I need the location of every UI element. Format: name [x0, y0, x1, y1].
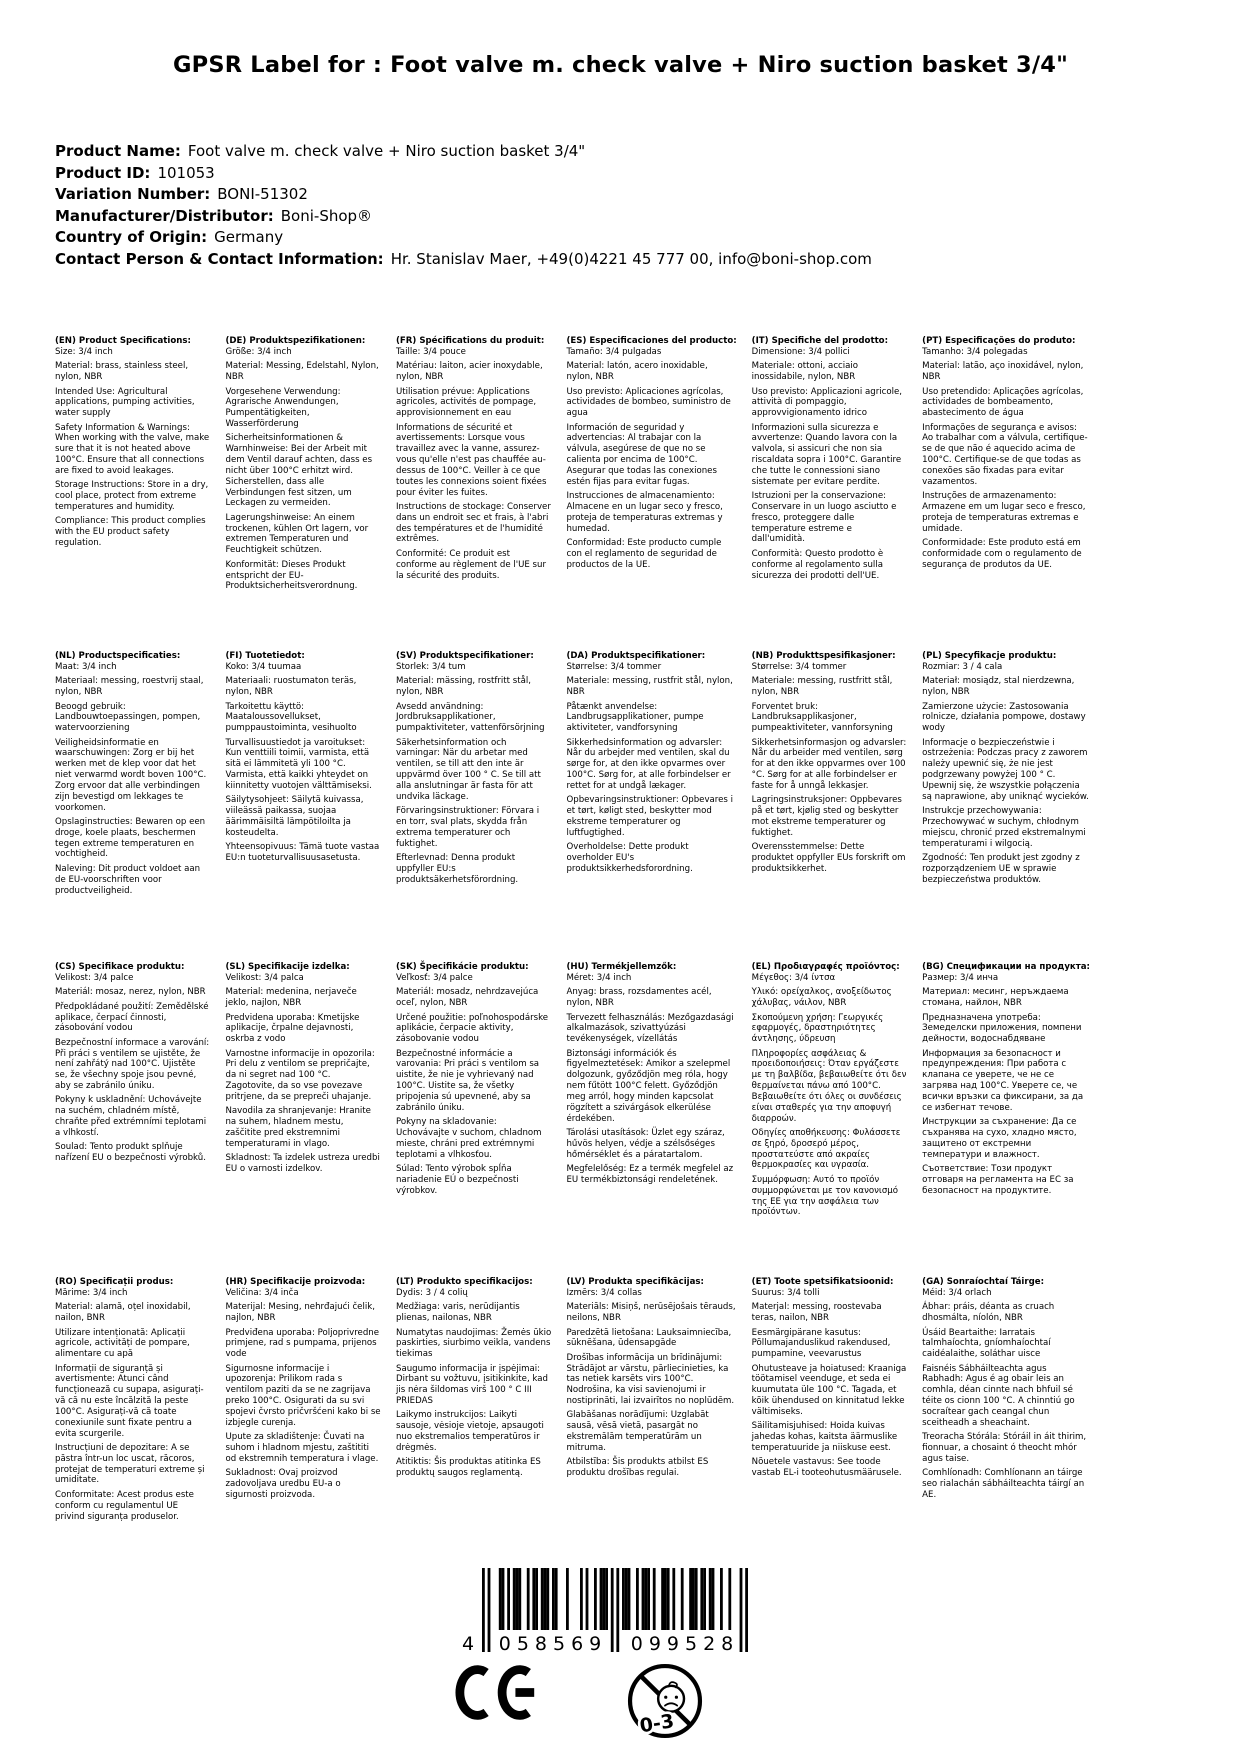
spec-paragraph: Съответствие: Този продукт отговаря на регламента на ЕС за безопасност на продуктите. [922, 1164, 1074, 1196]
spec-heading: (EN) Product Specifications: [55, 336, 191, 346]
spec-paragraph: Laikymo instrukcijos: Laikyti sausoje, vėsioje vietoje, apsaugoti nuo ekstremalios temperatūros ir drėgmės. [395, 1410, 544, 1453]
spec-paragraph: Méret: 3/4 inch [566, 972, 632, 983]
spec-paragraph: Materjal: messing, roostevaba teras, nailon, NBR [751, 1302, 882, 1324]
spec-paragraph: Informacje o bezpieczeństwie i ostrzeżenia: Podczas pracy z zaworem należy upewnić się, że nie jest podgrzewany powyżej 100 ° C. Upewnij się, że wszystkie połączenia są naprawione, aby uniknąć wycieków. [922, 737, 1089, 802]
spec-paragraph: Biztonsági információk és figyelmeztetések: Amikor a szelepmel dolgozunk, győződjön meg róla, hogy nem fűtött 100°C felett. Győződjön meg arról, hogy minden kapcsolat rögzített a szivárgások elkerülése érdekében. [566, 1048, 731, 1124]
spec-heading: (GA) Sonraíochtaí Táirge: [922, 1277, 1045, 1287]
spec-paragraph: Materiale: ottoni, acciaio inossidabile, nylon, NBR [751, 361, 859, 383]
spec-paragraph: Atitiktis: Šis produktas atitinka ES produktų saugos reglamentą. [395, 1457, 541, 1479]
spec-paragraph: Zgodność: Ten produkt jest zgodny z rozporządzeniem UE w sprawie bezpieczeństwa produktów. [922, 853, 1080, 885]
spec-paragraph: Οδηγίες αποθήκευσης: Φυλάσσετε σε ξηρό, δροσερό μέρος, προστατεύστε από ακραίες θερμοκρασίες και υγρασία. [751, 1127, 901, 1171]
spec-paragraph: Storlek: 3/4 tum [395, 661, 466, 672]
spec-paragraph: Dydis: 3 / 4 colių [395, 1287, 468, 1298]
spec-paragraph: Pokyny na skladovanie: Uchovávajte v suchom, chladnom mieste, chráni pred extrémnymi teplotami a vlhkosťou. [395, 1117, 542, 1160]
spec-paragraph: Bezpečnostné informácie a varovania: Pri práci s ventilom sa uistite, že nie je vyhrievaný nad 100°C. Uistite sa, že všetky pripojenia sú upevnené, aby sa zabránilo úniku. [395, 1048, 540, 1113]
spec-paragraph: Πληροφορίες ασφάλειας & προειδοποιήσεις: Όταν εργάζεστε με τη βαλβίδα, βεβαιωθείτε ότι δεν θερμαίνεται πάνω από 100°C. Βεβαιωθείτε ότι όλες οι συνδέσεις είναι σταθερές για την αποφυγή διαρροών. [751, 1048, 907, 1124]
field-label: Variation Number: [55, 185, 211, 203]
spec-paragraph: Uso pretendido: Aplicações agrícolas, actividades de bombeamento, abastecimento de água [922, 386, 1084, 419]
product-info-line [55, 249, 872, 271]
spec-block-ro [55, 1277, 210, 1522]
spec-paragraph: Material: medenina, nerjaveče jeklo, najlon, NBR [225, 987, 357, 1009]
product-info [55, 141, 872, 270]
spec-paragraph: Taille: 3/4 pouce [395, 346, 466, 357]
spec-paragraph: Efterlevnad: Denna produkt uppfyller EU:s produktsäkerhetsförordning. [395, 853, 519, 885]
spec-block-de [225, 336, 381, 651]
spec-paragraph: Rozmiar: 3 / 4 cala [922, 661, 1003, 672]
spec-paragraph: Instrucciones de almacenamiento: Almacene en un lugar seco y fresco, proteja de temperaturas extremas y humedad. [566, 491, 723, 534]
spec-heading: (PT) Especificações do produto: [922, 336, 1076, 346]
spec-paragraph: Säilitamisjuhised: Hoida kuivas jahedas kohas, kaitsta äärmuslike temperatuuride ja niiskuse eest. [751, 1421, 898, 1453]
field-label: Contact Person & Contact Information: [55, 249, 384, 268]
spec-paragraph: Zamierzone użycie: Zastosowania rolnicze, działania pompowe, dostawy wody [922, 701, 1086, 734]
field-value: BONI-51302 [217, 185, 308, 203]
spec-block-cs [55, 962, 210, 1277]
spec-paragraph: Veličina: 3/4 inča [225, 1287, 299, 1298]
spec-paragraph: Σκοπούμενη χρήση: Γεωργικές εφαρμογές, δραστηριότητες άντλησης, ύδρευση [751, 1012, 884, 1045]
spec-paragraph: Medžiaga: varis, nerūdijantis plienas, nailonas, NBR [395, 1302, 520, 1324]
spec-heading: (HR) Specifikacije proizvoda: [225, 1277, 366, 1287]
spec-paragraph: Ohutusteave ja hoiatused: Kraaniga töötamisel veenduge, et seda ei kuumutata üle 100 °C. Tagada, et kõik ühendused on kinnitatud lekke vältimiseks. [751, 1363, 907, 1417]
spec-block-pt [922, 336, 1090, 651]
spec-paragraph: Tárolási utasítások: Üzlet egy száraz, hűvös helyen, védje a szélsőséges hőmérséklet és a páratartalom. [566, 1127, 725, 1160]
spec-paragraph: Ábhar: práis, déanta as cruach dhosmálta, níolón, NBR [922, 1302, 1055, 1324]
spec-block-ga [922, 1277, 1090, 1522]
product-info-line [55, 163, 872, 185]
spec-heading: (DE) Produktspezifikationen: [225, 336, 366, 346]
spec-paragraph: Lagerungshinweise: An einem trockenen, kühlen Ort lagern, vor extremen Temperaturen und Feuchtigkeit schützen. [225, 512, 369, 556]
spec-paragraph: Instructions de stockage: Conserver dans un endroit sec et frais, à l'abri des températures et de l'humidité extrêmes. [395, 501, 551, 545]
spec-heading: (SV) Produktspecifikationer: [395, 651, 534, 661]
spec-paragraph: Upute za skladištenje: Čuvati na suhom i hladnom mjestu, zaštititi od ekstremnih temperatura i vlage. [225, 1432, 379, 1464]
spec-paragraph: Μέγεθος: 3/4 ίντσα [751, 972, 836, 983]
spec-block-da [566, 651, 736, 962]
spec-paragraph: Υλικό: ορείχαλκος, ανοξείδωτος χάλυβας, νάιλον, NBR [751, 987, 892, 1009]
spec-heading: (SK) Špecifikácie produktu: [395, 962, 529, 972]
spec-paragraph: Información de seguridad y advertencias: Al trabajar con la válvula, asegúrese de que no se calienta por encima de 100°C. Asegurar que todas las conexiones estén fijas para evitar fugas. [566, 422, 717, 487]
spec-paragraph: Overensstemmelse: Dette produktet oppfyller EUs forskrift om produktsikkerhet. [751, 842, 906, 874]
spec-paragraph: Overholdelse: Dette produkt overholder EU's produktsikkerhedsforordning. [566, 842, 693, 874]
page-title: GPSR Label for : Foot valve m. check valve + Niro suction basket 3/4" [172, 52, 1069, 78]
spec-paragraph: Skladnost: Ta izdelek ustreza uredbi EU o varnosti izdelkov. [225, 1153, 380, 1175]
spec-paragraph: Informations de sécurité et avertissements: Lorsque vous travaillez avec la vanne, assurez-vous qu'elle n'est pas chauffée au-dessus de 100°C. Veiller à ce que toutes les connexions soient fixées pour éviter les fuites. [395, 422, 547, 498]
spec-block-hu [566, 962, 736, 1277]
spec-paragraph: Conformitate: Acest produs este conform cu regulamentul UE privind siguranța produselor. [55, 1489, 194, 1522]
spec-heading: (NB) Produkttspesifikasjoner: [751, 651, 896, 661]
spec-block-sv [396, 651, 551, 962]
spec-paragraph: Materiale: messing, rustfrit stål, nylon, NBR [566, 676, 733, 698]
spec-paragraph: Varnostne informacije in opozorila: Pri delu z ventilom se prepričajte, da ni segret nad 100 °C. Zagotovite, da so vse povezave pritrjene, da se prepreči uhajanje. [225, 1048, 375, 1102]
spec-paragraph: Istruzioni per la conservazione: Conservare in un luogo asciutto e fresco, proteggere dalle temperature estreme e dall'umidità. [751, 491, 897, 545]
spec-paragraph: Material: brass, stainless steel, nylon, NBR [55, 361, 189, 383]
spec-paragraph: Maat: 3/4 inch [55, 661, 117, 672]
spec-block-fr [396, 336, 551, 651]
spec-paragraph: Tamaño: 3/4 pulgadas [566, 346, 662, 357]
spec-paragraph: Größe: 3/4 inch [225, 346, 292, 357]
spec-paragraph: Påtænkt anvendelse: Landbrugsapplikationer, pumpe aktiviteter, vandforsyning [566, 701, 704, 734]
spec-paragraph: Συμμόρφωση: Αυτό το προϊόν συμμορφώνεται με τον κανονισμό της ΕΕ για την ασφάλεια των προϊόντων. [751, 1174, 899, 1218]
spec-paragraph: Инструкции за съхранение: Да се съхранява на сухо, хладно място, защитено от екстремни температури и влажност. [922, 1117, 1077, 1160]
spec-block-en [55, 336, 210, 651]
spec-paragraph: Súlad: Tento výrobok spĺňa nariadenie EÚ o bezpečnosti výrobkov. [395, 1164, 519, 1196]
spec-paragraph: Conformité: Ce produit est conforme au règlement de l'UE sur la sécurité des produits. [395, 548, 547, 581]
spec-paragraph: Opbevaringsinstruktioner: Opbevares i et tørt, køligt sted, beskytter mod ekstreme temperaturer og luftfugtighed. [566, 795, 734, 838]
spec-paragraph: Safety Information & Warnings: When working with the valve, make sure that it is not heated above 100°C. Ensure that all connections are fixed to avoid leakages. [55, 422, 210, 476]
spec-paragraph: Materiaali: ruostumaton teräs, nylon, NBR [225, 676, 357, 698]
spec-paragraph: Conformidade: Este produto está em conformidade com o regulamento de segurança de produtos da UE. [922, 538, 1082, 570]
spec-paragraph: Comhlíonadh: Comhlíonann an táirge seo rialachán sábháilteachta táirgí an AE. [922, 1468, 1085, 1500]
spec-paragraph: Informazioni sulla sicurezza e avvertenze: Quando lavora con la valvola, si assicuri che non sia riscaldata sopra i 100°C. Garantire che tutte le connessioni siano sistemate per evitare perdite. [751, 422, 902, 487]
spec-paragraph: Instrukcje przechowywania: Przechowywać w suchym, chłodnym miejscu, chronić przed ekstremalnymi temperaturami i wilgocią. [922, 806, 1086, 849]
spec-block-el [752, 962, 908, 1277]
spec-paragraph: Nõuetele vastavus: See toode vastab EL-i tooteohutusmäärusele. [751, 1457, 902, 1479]
spec-block-sk [396, 962, 551, 1277]
spec-paragraph: Megfelelőség: Ez a termék megfelel az EU termékbiztonsági rendeletének. [566, 1164, 734, 1185]
spec-heading: (IT) Specifiche del prodotto: [751, 336, 889, 346]
compliance-marks [455, 1663, 757, 1739]
spec-block-pl [922, 651, 1090, 962]
footer [455, 1568, 757, 1739]
spec-paragraph: Materiale: messing, rustfritt stål, nylon, NBR [751, 676, 893, 698]
field-value: Boni-Shop® [280, 206, 373, 225]
spec-block-lv [566, 1277, 736, 1522]
spec-paragraph: Säkerhetsinformation och varningar: När du arbetar med ventilen, se till att den inte är uppvärmd över 100 ° C. Se till att alla anslutningar är fasta för att undvika läckage. [395, 737, 541, 802]
spec-paragraph: Материал: месинг, неръждаема стомана, найлон, NBR [922, 987, 1069, 1009]
spec-paragraph: Instrucțiuni de depozitare: A se păstra într-un loc uscat, răcoros, protejat de temperaturi extreme și umiditate. [55, 1442, 205, 1486]
spec-paragraph: Materiał: mosiądz, stal nierdzewna, nylon, NBR [922, 676, 1075, 698]
spec-heading: (NL) Productspecificaties: [55, 651, 181, 661]
spec-block-es [566, 336, 736, 651]
spec-paragraph: Treoracha Stórála: Stóráil in áit thirim, fionnuar, a chosaint ó theocht mhór agus taise. [922, 1432, 1087, 1464]
spec-paragraph: Koko: 3/4 tuumaa [225, 661, 302, 672]
spec-heading: (ES) Especificaciones del producto: [566, 336, 737, 346]
spec-paragraph: Předpokládané použití: Zemědělské aplikace, čerpací činnosti, zásobování vodou [55, 1001, 209, 1034]
spec-paragraph: Velikost: 3/4 palce [55, 972, 134, 983]
spec-paragraph: Soulad: Tento produkt splňuje nařízení EU o bezpečnosti výrobků. [55, 1142, 206, 1164]
field-value: Germany [214, 228, 284, 246]
spec-paragraph: Určené použitie: poľnohospodárske aplikácie, čerpacie aktivity, zásobovanie vodou [395, 1012, 549, 1045]
spec-block-it [752, 336, 908, 651]
ce-mark-icon [455, 1663, 543, 1722]
spec-paragraph: Размер: 3/4 инча [922, 972, 999, 983]
field-label: Manufacturer/Distributor: [55, 206, 274, 225]
field-label: Product ID: [55, 163, 151, 182]
spec-paragraph: Navodila za shranjevanje: Hranite na suhem, hladnem mestu, zaščitite pred ekstremnimi temperaturami in vlago. [225, 1106, 371, 1149]
spec-heading: (RO) Specificații produs: [55, 1277, 174, 1287]
spec-paragraph: Sigurnosne informacije i upozorenja: Prilikom rada s ventilom paziti da se ne zagrijava preko 100°C. Osigurati da su svi spojevi čvrsto pričvršćeni kako bi se izbjegle curenja. [225, 1363, 381, 1428]
spec-paragraph: Sikkerhetsinformasjon og advarsler: Når du arbeider med ventilen, sørg for at den ikke oppvarmes over 100 °C. Sørg for at alle forbindelser er faste for å unngå lekkasjer. [751, 737, 907, 791]
spec-paragraph: Intended Use: Agricultural applications, pumping activities, water supply [55, 386, 195, 419]
spec-heading: (CS) Specifikace produktu: [55, 962, 185, 972]
spec-paragraph: Anyag: brass, rozsdamentes acél, nylon, NBR [566, 987, 712, 1009]
spec-heading: (SL) Specifikacije izdelka: [225, 962, 350, 972]
spec-paragraph: Utilizare intenționată: Aplicații agricole, activități de pompare, alimentare cu apă [55, 1327, 190, 1360]
spec-paragraph: Informații de siguranță și avertismente: Atunci când funcționează cu supapa, asigurați-vă că nu este încălzită la peste 100°C. Asigurați-vă că toate conexiunile sunt fixate pentru a evita scurgerile. [55, 1363, 204, 1439]
spec-paragraph: Conformidad: Este producto cumple con el reglamento de seguridad de productos de la UE. [566, 538, 722, 570]
spec-paragraph: Predvidena uporaba: Kmetijske aplikacije, črpalne dejavnosti, oskrba z vodo [225, 1012, 360, 1045]
spec-block-nl [55, 651, 210, 962]
spec-paragraph: Materiál: mosadz, nehrdzavejúca oceľ, nylon, NBR [395, 987, 539, 1009]
spec-heading: (LV) Produkta specifikācijas: [566, 1277, 704, 1287]
spec-paragraph: Sicherheitsinformationen & Warnhinweise: Bei der Arbeit mit dem Ventil darauf achten, dass es nicht über 100°C erhitzt wird. Sicherstellen, dass alle Verbindungen fest sitzen, um Leckagen zu vermeiden. [225, 433, 373, 509]
spec-paragraph: Materiál: mosaz, nerez, nylon, NBR [55, 987, 206, 998]
barcode-digits-right: 099528 [630, 1633, 740, 1655]
spec-heading: (DA) Produktspecifikationer: [566, 651, 706, 661]
spec-paragraph: Velikost: 3/4 palca [225, 972, 304, 983]
spec-block-fi [225, 651, 381, 962]
spec-paragraph: Paredzētā lietošana: Lauksaimniecība, sūknēšana, ūdensapgāde [566, 1327, 732, 1349]
spec-paragraph: Forventet bruk: Landbruksapplikasjoner, pumpeaktiviteter, vannforsyning [751, 701, 893, 734]
spec-heading: (HU) Termékjellemzők: [566, 962, 677, 972]
spec-heading: (FR) Spécifications du produit: [395, 336, 545, 346]
spec-paragraph: Material: alamă, oțel inoxidabil, nailon, BNR [55, 1302, 191, 1324]
spec-paragraph: Drošības informācija un brīdinājumi: Strādājot ar vārstu, pārliecinieties, ka tas netiek karsēts virs 100°C. Nodrošina, ka visi savienojumi ir nostiprināti, lai izvairītos no noplūdēm. [566, 1352, 735, 1407]
spec-paragraph: Tervezett felhasználás: Mezőgazdasági alkalmazások, szivattyúzási tevékenységek, vízellátás [566, 1012, 734, 1045]
field-value: Hr. Stanislav Maer, +49(0)4221 45 777 00, info@boni-shop.com [390, 249, 872, 268]
spec-paragraph: Material: mässing, rostfritt stål, nylon, NBR [395, 676, 531, 698]
spec-paragraph: Størrelse: 3/4 tommer [751, 661, 847, 672]
field-value: Foot valve m. check valve + Niro suction basket 3/4" [187, 142, 586, 160]
spec-paragraph: Glabāšanas norādījumi: Uzglabāt sausā, vēsā vietā, pasargāt no ekstremālām temperatūrām un mitruma. [566, 1410, 709, 1453]
spec-paragraph: Veľkosť: 3/4 palce [395, 972, 473, 983]
spec-paragraph: Utilisation prévue: Applications agricoles, activités de pompage, approvisionnement en eau [395, 386, 537, 419]
spec-paragraph: Yhteensopivuus: Tämä tuote vastaa EU:n tuoteturvallisuusasetusta. [225, 842, 380, 864]
spec-heading: (BG) Спецификации на продукта: [922, 962, 1090, 972]
spec-paragraph: Tarkoitettu käyttö: Maataloussovellukset, pumppaustoiminta, vesihuolto [225, 701, 357, 734]
spec-paragraph: Opslaginstructies: Bewaren op een droge, koele plaats, beschermen tegen extreme temperaturen en vochtigheid. [55, 816, 206, 860]
spec-block-hr [225, 1277, 381, 1522]
spec-paragraph: Dimensione: 3/4 pollici [751, 346, 850, 357]
spec-paragraph: Vorgesehene Verwendung: Agrarische Anwendungen, Pumpentätigkeiten, Wasserförderung [225, 386, 341, 429]
spec-paragraph: Izmērs: 3/4 collas [566, 1287, 642, 1298]
spec-paragraph: Predviđena uporaba: Poljoprivredne primjene, rad s pumpama, prijenos vode [225, 1327, 380, 1360]
specs-grid [55, 336, 1090, 1522]
age-warning-label: 0-3 [638, 1710, 676, 1738]
spec-paragraph: Naleving: Dit product voldoet aan de EU-voorschriften voor productveiligheid. [55, 863, 201, 896]
spec-paragraph: Suurus: 3/4 tolli [751, 1287, 820, 1298]
spec-paragraph: Förvaringsinstruktioner: Förvara i en torr, sval plats, skydda från extrema temperaturer och fuktighet. [395, 806, 540, 849]
spec-paragraph: Méid: 3/4 orlach [922, 1287, 992, 1298]
spec-paragraph: Turvallisuustiedot ja varoitukset: Kun venttiili toimii, varmista, että sitä ei lämmitetä yli 100 °C. Varmista, että kaikki yhteydet on kiinnitetty vuotojen välttämiseksi. [225, 737, 372, 791]
spec-paragraph: Faisnéis Sábháilteachta agus Rabhadh: Agus é ag obair leis an comhla, déan cinnte nach bhfuil sé téite os cionn 100 °C. A chinntiú go socraítear gach ceangal chun sceitheadh a sheachaint. [922, 1363, 1075, 1428]
barcode-digit-prefix: 4 [462, 1633, 475, 1655]
product-info-line [55, 141, 872, 163]
product-info-line [55, 206, 872, 228]
spec-paragraph: Instruções de armazenamento: Armazene em um lugar seco e fresco, proteja de temperaturas extremas e umidade. [922, 491, 1086, 534]
barcode-digits-left: 058569 [498, 1633, 608, 1655]
spec-paragraph: Veiligheidsinformatie en waarschuwingen: Zorg er bij het werken met de klep voor dat het niet verwarmd wordt boven 100°C. Zorg ervoor dat alle verbindingen zijn bevestigd om lekkages te voorkomen. [55, 737, 207, 813]
spec-paragraph: Lagringsinstruksjoner: Oppbevares på et tørt, kjølig sted og beskytter mot ekstreme temperaturer og fuktighet. [751, 795, 902, 838]
spec-paragraph: Material: Messing, Edelstahl, Nylon, NBR [225, 361, 379, 383]
spec-heading: (FI) Tuotetiedot: [225, 651, 305, 661]
spec-heading: (PL) Specyfikacje produktu: [922, 651, 1057, 661]
spec-block-et [752, 1277, 908, 1522]
spec-paragraph: Bezpečnostní informace a varování: Při práci s ventilem se ujistěte, že není zahřátý nad 100°C. Ujistěte se, že všechny spoje jsou pevné, aby se zabránilo úniku. [55, 1037, 210, 1092]
spec-paragraph: Material: latão, aço inoxidável, nylon, NBR [922, 361, 1084, 383]
spec-paragraph: Предназначена употреба: Земеделски приложения, помпени дейности, водоснабдяване [922, 1012, 1082, 1045]
spec-paragraph: Beoogd gebruik: Landbouwtoepassingen, pompen, watervoorziening [55, 701, 201, 734]
spec-paragraph: Sikkerhedsinformation og advarsler: Når du arbejder med ventilen, skal du sørge for, at den ikke opvarmes over 100°C. Sørg for, at alle forbindelser er rettet for at undgå lækager. [566, 737, 731, 791]
spec-paragraph: Avsedd användning: Jordbruksapplikationer, pumpaktiviteter, vattenförsörjning [395, 701, 545, 734]
spec-paragraph: Информация за безопасност и предупреждения: При работа с клапана се уверете, че не се загрява над 100°C. Уверете се, че всички връзки са фиксирани, за да се избегнат течове. [922, 1048, 1084, 1113]
spec-paragraph: Úsáid Beartaithe: Iarratais talmhaíochta, gníomhaíochtaí caidéalaithe, soláthar uisce [922, 1327, 1051, 1360]
spec-paragraph: Materiāls: Misiņš, nerūsējošais tērauds, neilons, NBR [566, 1302, 736, 1324]
spec-paragraph: Eesmärgipärane kasutus: Põllumajanduslikud rakendused, pumpamine, veevarustus [751, 1327, 891, 1360]
spec-paragraph: Material: latón, acero inoxidable, nylon, NBR [566, 361, 708, 383]
product-info-line [55, 184, 872, 206]
barcode [455, 1568, 757, 1656]
field-label: Country of Origin: [55, 228, 208, 246]
spec-paragraph: Pokyny k uskladnění: Uchovávejte na suchém, chladném místě, chraňte před extrémními teplotami a vlhkostí. [55, 1095, 207, 1138]
baby-face-icon [658, 1686, 684, 1712]
spec-paragraph: Størrelse: 3/4 tommer [566, 661, 662, 672]
spec-block-bg [922, 962, 1090, 1277]
spec-paragraph: Storage Instructions: Store in a dry, cool place, protect from extreme temperatures and humidity. [55, 480, 209, 512]
spec-paragraph: Materiaal: messing, roestvrij staal, nylon, NBR [55, 676, 204, 698]
spec-heading: (EL) Προδιαγραφές προϊόντος: [751, 962, 900, 972]
spec-paragraph: Sukladnost: Ovaj proizvod zadovoljava uredbu EU-a o sigurnosti proizvoda. [225, 1468, 341, 1500]
field-value: 101053 [157, 163, 215, 182]
spec-paragraph: Compliance: This product complies with the EU product safety regulation. [55, 516, 206, 549]
spec-heading: (ET) Toote spetsifikatsioonid: [751, 1277, 894, 1287]
spec-paragraph: Size: 3/4 inch [55, 346, 113, 357]
spec-paragraph: Saugumo informacija ir įspėjimai: Dirbant su vožtuvu, įsitikinkite, kad jis nėra šildomas virš 100 ° C III PRIEDAS [395, 1363, 548, 1407]
spec-paragraph: Matériau: laiton, acier inoxydable, nylon, NBR [395, 361, 543, 383]
spec-paragraph: Atbilstība: Šis produkts atbilst ES produktu drošības regulai. [566, 1457, 709, 1479]
spec-paragraph: Numatytas naudojimas: Žemės ūkio paskirties, siurbimo veikla, vandens tiekimas [395, 1327, 552, 1360]
spec-paragraph: Materijal: Mesing, nehrđajući čelik, najlon, NBR [225, 1302, 375, 1324]
spec-paragraph: Tamanho: 3/4 polegadas [922, 346, 1028, 357]
spec-paragraph: Uso previsto: Applicazioni agricole, attività di pompaggio, approvvigionamento idrico [751, 386, 903, 419]
spec-heading: (LT) Produkto specifikacijos: [395, 1277, 533, 1287]
spec-paragraph: Säilytysohjeet: Säilytä kuivassa, viileässä paikassa, suojaa äärimmäisiltä lämpötiloilta ja kosteudelta. [225, 795, 364, 838]
spec-paragraph: Uso previsto: Aplicaciones agrícolas, actividades de bombeo, suministro de agua [566, 386, 731, 419]
spec-paragraph: Informações de segurança e avisos: Ao trabalhar com a válvula, certifique-se de que não é aquecido acima de 100°C. Certifique-se de que todas as conexões são fixadas para evitar vazamentos. [922, 422, 1088, 487]
spec-paragraph: Conformità: Questo prodotto è conforme al regolamento sulla sicurezza dei prodotti dell'UE. [751, 548, 884, 581]
spec-block-sl [225, 962, 381, 1277]
age-warning-0-3-icon [627, 1663, 703, 1739]
spec-paragraph: Mărime: 3/4 inch [55, 1287, 128, 1298]
spec-block-nb [752, 651, 908, 962]
spec-block-lt [396, 1277, 551, 1522]
field-label: Product Name: [55, 142, 181, 160]
spec-paragraph: Konformität: Dieses Produkt entspricht der EU-Produktsicherheitsverordnung. [225, 559, 358, 592]
product-info-line [55, 227, 872, 249]
